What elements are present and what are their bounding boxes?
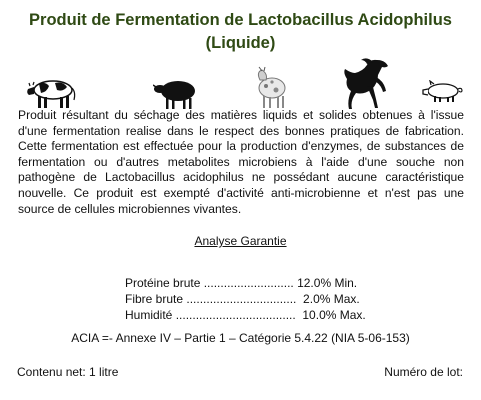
analysis-heading: Analyse Garantie bbox=[194, 234, 287, 248]
analysis-row-label: Protéine brute bbox=[125, 276, 201, 290]
analysis-row-fiber bbox=[125, 292, 360, 306]
analysis-row-dots: .................................... bbox=[172, 308, 296, 322]
pig-icon bbox=[421, 80, 465, 104]
animal-icons-row bbox=[0, 64, 481, 110]
net-content: Contenu net: 1 litre bbox=[17, 365, 119, 379]
analysis-row-label: Fibre brute bbox=[125, 292, 184, 306]
analysis-row-value: 10.0% Max. bbox=[295, 308, 366, 322]
title-line-2: (Liquide) bbox=[205, 34, 276, 52]
sheep-icon bbox=[153, 78, 199, 110]
horse-icon bbox=[343, 56, 391, 110]
analysis-row-value: 2.0% Max. bbox=[296, 292, 360, 306]
title-line-1: Produit de Fermentation de Lactobacillus Acidophilus bbox=[29, 11, 452, 29]
product-title bbox=[0, 9, 481, 55]
analysis-row-protein bbox=[125, 276, 357, 290]
lot-number-label: Numéro de lot: bbox=[384, 365, 463, 379]
cow-icon bbox=[25, 74, 81, 110]
analysis-row-dots: ........................... bbox=[200, 276, 294, 290]
analysis-row-moisture bbox=[125, 308, 366, 322]
analysis-row-label: Humidité bbox=[125, 308, 173, 322]
regulation-reference: ACIA =- Annexe IV – Partie 1 – Catégorie 5.4.22 (NIA 5-06-153) bbox=[71, 331, 410, 345]
analysis-row-value: 12.0% Min. bbox=[293, 276, 358, 290]
product-description: Produit résultant du séchage des matières liquids et solides obtenues à l'issue d'une fermentation realise dans le respect des bonnes pratiques de fabrication. Cette fermentation est effectuée pour la production d'enzymes, de substances de fermentation ou d'autres metabolites microbiens à l'aide d'une souche non pathogène de Lactobacillus acidophilus ne possédant aucune caractéristique nouvelle. Ce produit est exempté d'activité anti-microbienne et n'est pas une source de cellules microbiennes vivantes. bbox=[18, 108, 464, 216]
goat-icon bbox=[252, 66, 292, 110]
analysis-row-dots: ................................. bbox=[183, 292, 297, 306]
